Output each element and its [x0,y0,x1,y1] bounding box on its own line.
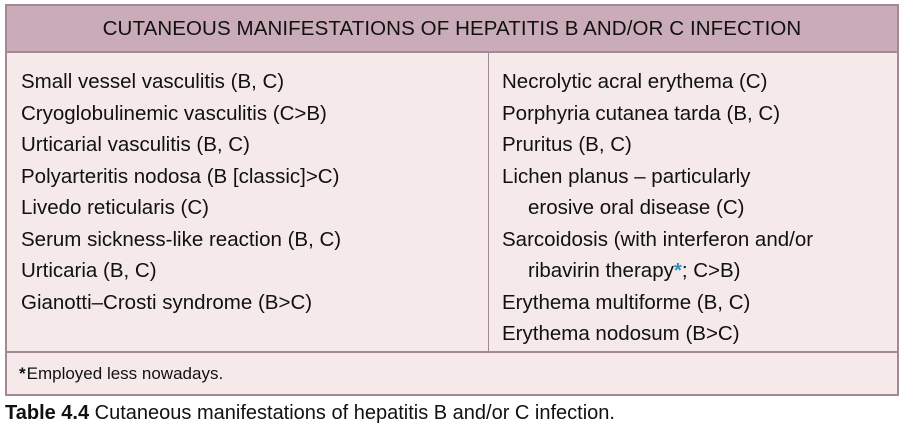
list-item-lichen-planus [502,161,887,224]
list-item: Pruritus (B, C) [502,133,632,156]
footnote-text: Employed less nowadays. [26,363,224,383]
list-item: Polyarteritis nodosa (B [classic]>C) [21,164,340,188]
list-item: Necrolytic acral erythema (C) [502,70,768,93]
footnote-asterisk: * [19,363,26,383]
list-item: Urticaria (B, C) [21,259,157,282]
item-line: Lichen planus – particularly [502,164,751,188]
list-item: Gianotti–Crosti syndrome (B>C) [21,290,313,314]
list-item: Livedo reticularis (C) [21,196,209,219]
list-item-sarcoidosis [502,224,887,287]
list-item: Erythema nodosum (B>C) [502,322,740,345]
table-footnote [7,351,897,394]
right-column [502,66,887,350]
table-caption [5,402,905,424]
left-column [21,66,476,318]
caption-label: Table 4.4 [5,402,90,424]
table-header [7,6,897,53]
table-title: CUTANEOUS MANIFESTATIONS OF HEPATITIS B AND/OR C INFECTION [102,16,802,40]
list-item: Erythema multiforme (B, C) [502,290,751,314]
item-line-continued-end: ; C>B) [681,259,741,282]
list-item: Serum sickness-like reaction (B, C) [21,227,342,251]
item-line: Sarcoidosis (with interferon and/or [502,227,814,251]
column-divider [488,53,489,351]
list-item: Urticarial vasculitis (B, C) [21,133,250,156]
item-line-continued: ribavirin therapy [528,259,674,282]
asterisk-marker: * [673,259,682,282]
list-item: Porphyria cutanea tarda (B, C) [502,101,781,125]
list-item: Cryoglobulinemic vasculitis (C>B) [21,101,327,125]
item-line-continued: erosive oral disease (C) [528,196,745,219]
caption-text: Cutaneous manifestations of hepatitis B and/or C infection. [89,402,615,424]
manifestations-table [5,4,899,396]
list-item: Small vessel vasculitis (B, C) [21,70,285,93]
